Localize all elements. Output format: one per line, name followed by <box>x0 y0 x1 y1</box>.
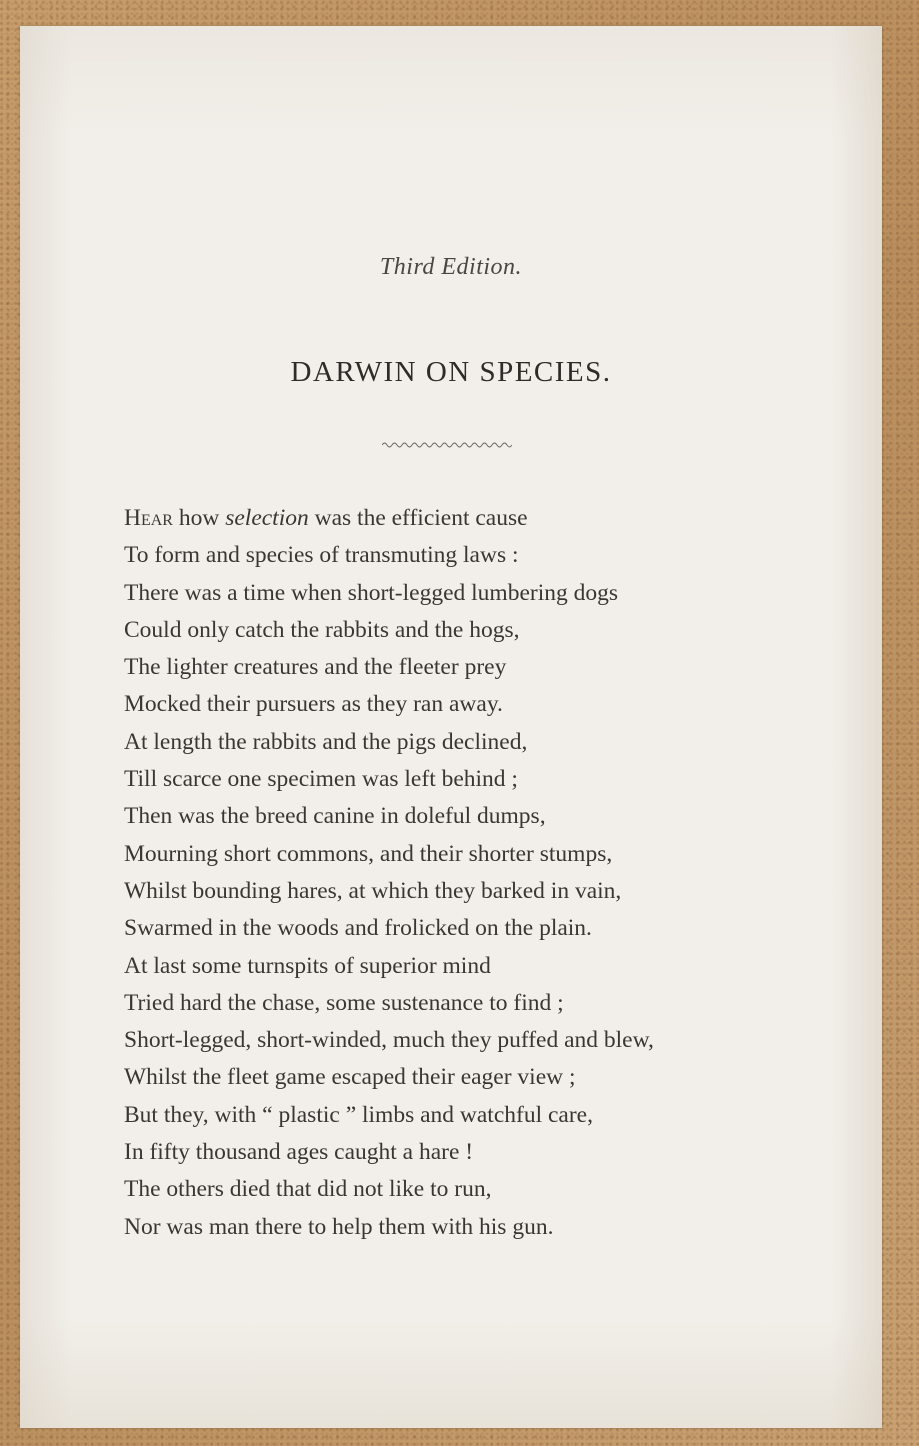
poem-line: But they, with “ plastic ” limbs and watchful care, <box>124 1101 593 1128</box>
poem-line: Then was the breed canine in doleful dumps, <box>124 803 546 830</box>
wavy-rule-ornament <box>382 440 512 450</box>
poem-line: At last some turnspits of superior mind <box>124 952 491 979</box>
poem-line: Short-legged, short-winded, much they puffed and blew, <box>124 1027 654 1054</box>
poem-body <box>124 500 864 1246</box>
page-title: DARWIN ON SPECIES. <box>290 356 612 388</box>
poem-line: Swarmed in the woods and frolicked on the plain. <box>124 915 592 942</box>
poem-line: In fifty thousand ages caught a hare ! <box>124 1139 474 1166</box>
poem-line: Nor was man there to help them with his gun. <box>124 1213 554 1240</box>
poem-line: Whilst bounding hares, at which they barked in vain, <box>124 877 622 904</box>
poem-line: The others died that did not like to run, <box>124 1176 492 1203</box>
poem-line: Could only catch the rabbits and the hogs, <box>124 616 520 643</box>
poem-line: Mocked their pursuers as they ran away. <box>124 691 503 718</box>
first-line-rest: was the efficient cause <box>308 505 528 531</box>
poem-line: Tried hard the chase, some sustenance to find ; <box>124 989 564 1016</box>
poem-line-first <box>124 500 864 537</box>
paper-sheet <box>20 26 882 1428</box>
poem-line: Whilst the fleet game escaped their eager view ; <box>124 1064 576 1091</box>
poem-line: To form and species of transmuting laws : <box>124 542 519 569</box>
poem-line: Mourning short commons, and their shorter stumps, <box>124 840 613 867</box>
edition-label: Third Edition. <box>379 254 523 280</box>
poem-line: There was a time when short-legged lumbering dogs <box>124 579 619 606</box>
first-line-italic-word: selection <box>225 505 309 531</box>
first-line-connector: how <box>172 505 226 531</box>
poem-line: Till scarce one specimen was left behind ; <box>124 766 518 793</box>
poem-line: At length the rabbits and the pigs declined, <box>124 728 528 755</box>
poem-line: The lighter creatures and the fleeter prey <box>124 654 507 681</box>
first-word-small-caps: Hear <box>124 505 173 531</box>
